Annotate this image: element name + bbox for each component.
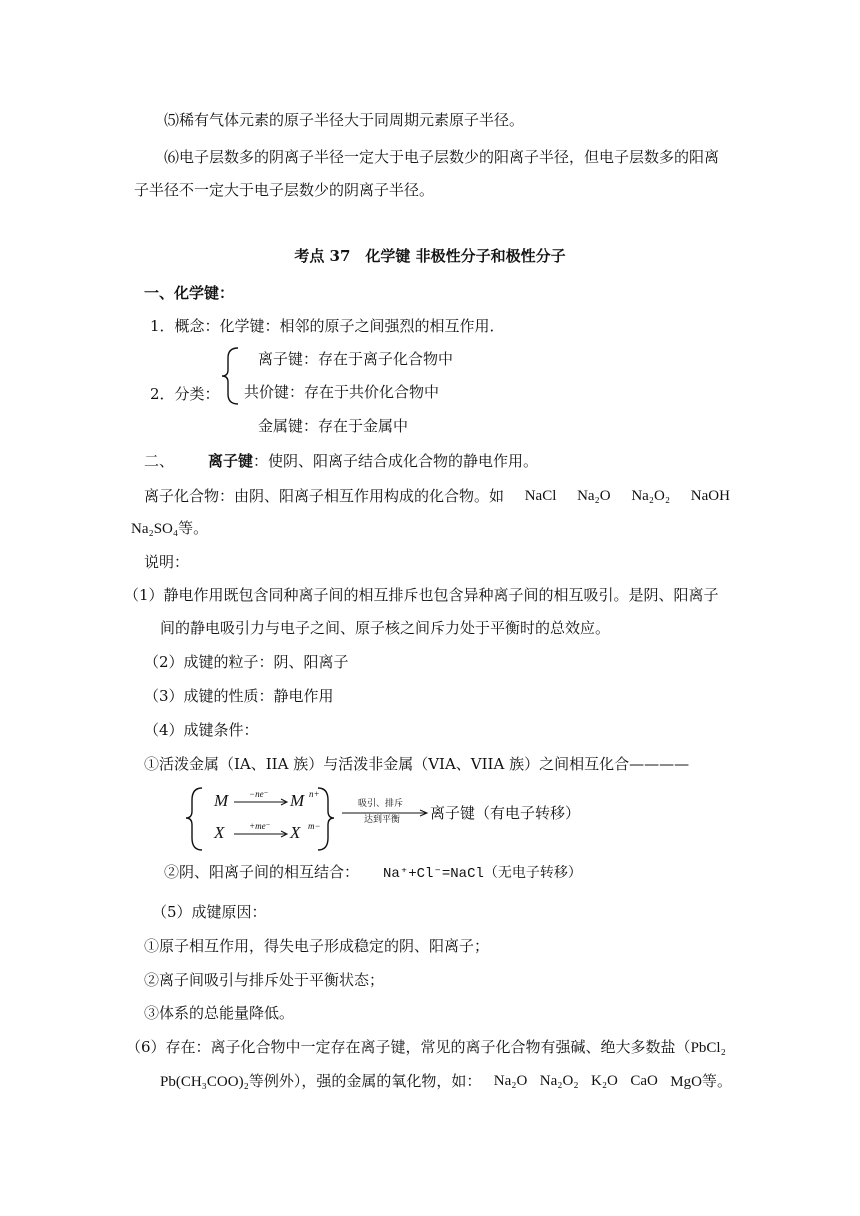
rule-5: ⑸稀有气体元素的原子半径大于同周期元素原子半径。: [164, 111, 525, 129]
class-covalent: 共价键：存在于共价化合物中: [244, 383, 440, 401]
oxide-example: CaO: [630, 1073, 658, 1089]
part1-heading: 一、化学键：: [144, 284, 235, 302]
note-6-tail: 等。: [701, 1072, 732, 1090]
classify-label: 2．分类：: [150, 385, 220, 403]
cation-charge: n+: [309, 789, 320, 799]
note-6-line2-text: 等例外），强的金属的氧化物，如：: [248, 1072, 482, 1090]
reason-1: ①原子相互作用，得失电子形成稳定的阴、阳离子；: [144, 937, 490, 955]
note-4: （4）成键条件：: [144, 721, 259, 739]
lose-electron-label: −ne⁻: [249, 789, 269, 799]
ionic-compound-line2: [131, 518, 208, 539]
reason-2: ②离子间吸引与排斥处于平衡状态；: [144, 971, 385, 989]
oxide-example: Na₂O: [493, 1073, 528, 1089]
ionic-example: Na₂O₂: [631, 488, 671, 504]
gain-electron-label: +me⁻: [249, 821, 271, 831]
note-6-line1: [126, 1037, 726, 1058]
ionic-compound-text: 离子化合物：由阴、阳离子相互作用构成的化合物。如: [144, 487, 505, 505]
note-2: （2）成键的粒子：阴、阳离子: [144, 653, 349, 671]
condition-2-label: ②阴、阳离子间的相互结合：: [164, 863, 360, 881]
part2-definition: ：使阴、阳离子结合成化合物的静电作用。: [253, 452, 539, 470]
note-6-line2: [160, 1071, 732, 1092]
note-label: 说明：: [144, 553, 190, 571]
left-brace-icon: [220, 346, 242, 406]
part2-heading: [144, 451, 538, 471]
ionic-example: NaOH: [690, 488, 730, 504]
condition-1: ①活泼金属（IA、IIA 族）与活泼非金属（VIA、VIIA 族）之间相互化合————: [144, 755, 690, 773]
anion-charge: m−: [308, 821, 321, 831]
note-1-line2: 间的静电吸引力与电子之间、原子核之间斥力处于平衡时的总效应。: [160, 619, 611, 637]
ionic-example: NaCl: [524, 488, 557, 504]
sodium-chloride-equation: Na⁺+Cl⁻=NaCl（无电子转移）: [383, 866, 582, 882]
section-title: 考点 37 化学键 非极性分子和极性分子: [294, 247, 566, 265]
scheme-result: 离子键（有电子转移）: [430, 804, 581, 822]
oxide-example: MgO: [670, 1074, 702, 1090]
ionic-compound-line: [144, 486, 730, 506]
lead-chloride-formula: PbCl₂: [690, 1040, 726, 1056]
ionic-line2-tail: 等。: [178, 519, 209, 537]
sodium-sulfate-formula: Na₂SO₄: [131, 521, 179, 537]
ionic-example: Na₂O: [577, 488, 611, 504]
rule-6-line1: ⑹电子层数多的阴离子半径一定大于电子层数少的阳离子半径，但电子层数多的阳离: [164, 148, 720, 166]
class-ionic: 离子键：存在于离子化合物中: [258, 350, 454, 368]
lead-acetate-formula: Pb(CH₃COO)₂: [160, 1074, 249, 1090]
condition-2: [164, 862, 582, 884]
note-1-line1: （1）静电作用既包含同种离子间的相互排斥也包含异种离子间的相互吸引。是阴、阳离子: [124, 586, 719, 604]
arrow-label-top: 吸引、排斥: [358, 799, 404, 809]
nonmetal-symbol: X: [214, 823, 225, 842]
rule-6-line2: 子半径不一定大于电子层数少的阴离子半径。: [134, 181, 435, 199]
nonmetal-anion-symbol: X: [290, 823, 301, 842]
note-3: （3）成键的性质：静电作用: [144, 687, 334, 705]
metal-symbol: M: [214, 791, 229, 810]
metal-cation-symbol: M: [290, 791, 305, 810]
oxide-example: K₂O: [591, 1073, 618, 1089]
reason-3: ③体系的总能量降低。: [144, 1004, 295, 1022]
note-5: （5）成键原因：: [152, 903, 267, 921]
part2-number: 二、: [144, 452, 175, 470]
arrow-label-bottom: 达到平衡: [364, 815, 401, 825]
note-6-text: （6）存在：离子化合物中一定存在离子键，常见的离子化合物有强碱、绝大多数盐（: [126, 1038, 691, 1056]
concept-line: 1．概念：化学键：相邻的原子之间强烈的相互作用．: [150, 317, 505, 335]
oxide-example: Na₂O₂: [539, 1073, 579, 1089]
part2-term: 离子键: [208, 452, 254, 470]
class-metallic: 金属键：存在于金属中: [258, 417, 409, 435]
